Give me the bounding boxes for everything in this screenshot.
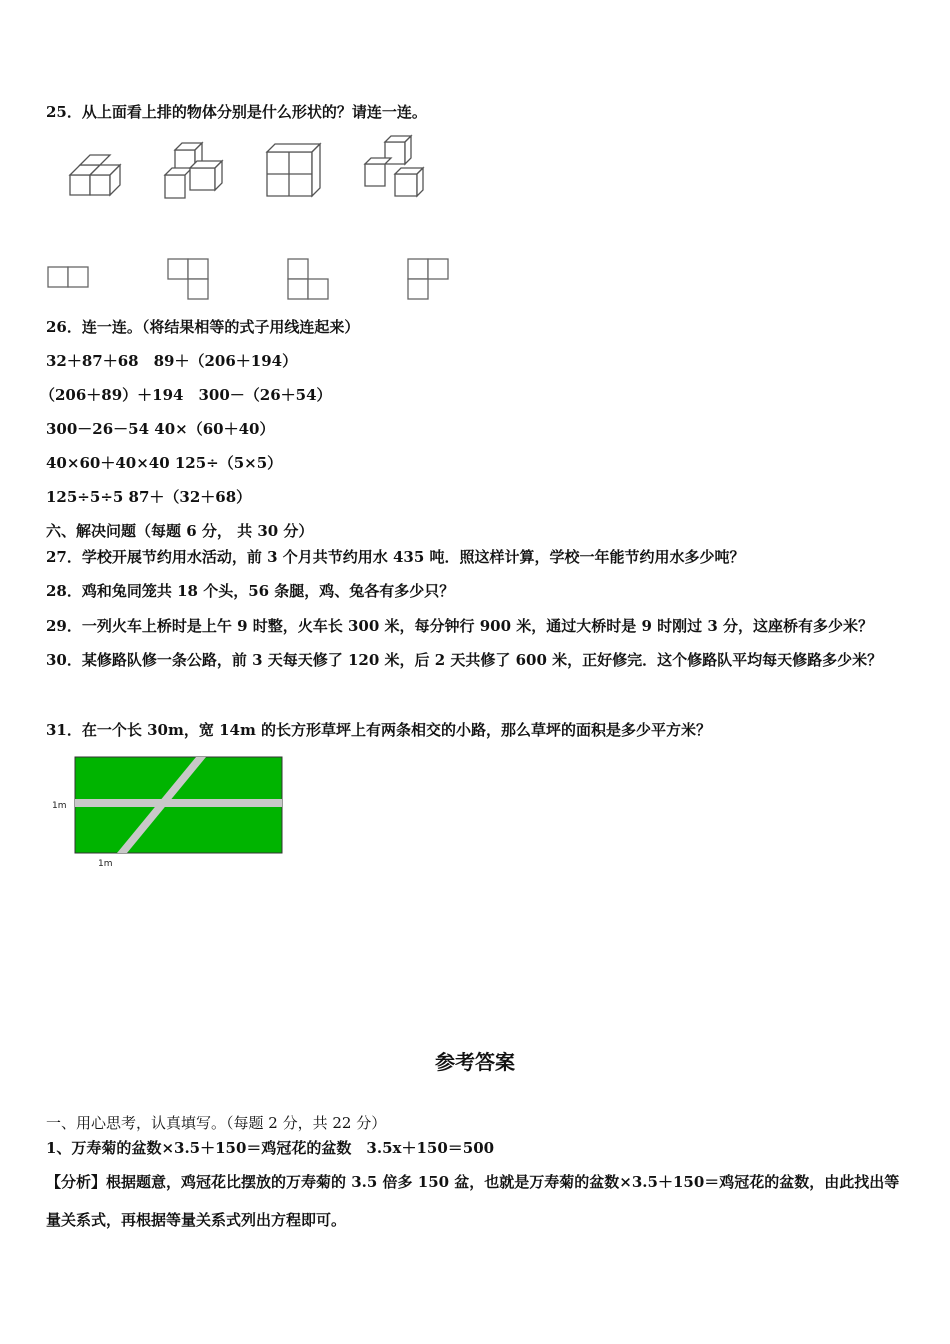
- q26-text: 26．连一连。（将结果相等的式子用线连起来）: [46, 318, 360, 336]
- top-view-3: [288, 259, 328, 299]
- q26-row: 40×60＋40×40 125÷（5×5）: [46, 454, 283, 472]
- answers-section-1: 一、用心思考，认真填写。（每题 2 分，共 22 分）: [46, 1114, 387, 1132]
- q30-text: 30．某修路队修一条公路，前 3 天每天修了 120 米，后 2 天共修了 600 米，正好修完．这个修路队平均每天修路多少米？: [46, 651, 883, 669]
- q26-row: 300－26－54 40×（60＋40）: [46, 420, 275, 438]
- q25-text: 25．从上面看上排的物体分别是什么形状的？请连一连。: [46, 103, 427, 121]
- q27-text: 27．学校开展节约用水活动，前 3 个月共节约用水 435 吨．照这样计算，学校一年能节约用水多少吨？: [46, 548, 745, 566]
- top-view-2: [168, 259, 208, 299]
- analysis-text: 【分析】根据题意，鸡冠花比摆放的万寿菊的 3.5 倍多 150 盆，也就是万寿菊的盆数×3.5＋150＝鸡冠花的盆数，由此找出等量关系式，再根据等量关系式列出方程即可。: [46, 1173, 900, 1229]
- top-view-4: [408, 259, 448, 299]
- q31-text: 31．在一个长 30m，宽 14m 的长方形草坪上有两条相交的小路，那么草坪的面积是多少平方米？: [46, 721, 712, 739]
- section-6-heading: 六、解决问题（每题 6 分， 共 30 分）: [46, 522, 314, 540]
- q26-row: 32＋87＋68 89＋（206＋194）: [46, 352, 298, 370]
- solid-4: [365, 136, 423, 196]
- label-left: 1m: [52, 801, 67, 811]
- label-bottom: 1m: [98, 859, 113, 869]
- q28-text: 28．鸡和兔同笼共 18 个头，56 条腿，鸡、兔各有多少只？: [46, 582, 455, 600]
- answers-title: 参考答案: [435, 1050, 515, 1074]
- q25-solids-figure: [60, 130, 440, 210]
- top-view-1: [48, 267, 88, 287]
- horizontal-path: [75, 799, 282, 807]
- solid-1: [70, 155, 120, 195]
- solid-3: [267, 144, 320, 196]
- answer-1: 1、万寿菊的盆数×3.5＋150＝鸡冠花的盆数 3.5x＋150＝500: [46, 1139, 495, 1157]
- q26-row: （206＋89）＋194 300－（26＋54）: [40, 386, 332, 404]
- solid-2: [165, 143, 222, 198]
- lawn-figure: [46, 752, 296, 872]
- q26-row: 125÷5÷5 87＋（32＋68）: [46, 488, 252, 506]
- q25-top-views-figure: [44, 255, 464, 305]
- q29-text: 29．一列火车上桥时是上午 9 时整，火车长 300 米，每分钟行 900 米，通过大桥时是 9 时刚过 3 分，这座桥有多少米？: [46, 617, 874, 635]
